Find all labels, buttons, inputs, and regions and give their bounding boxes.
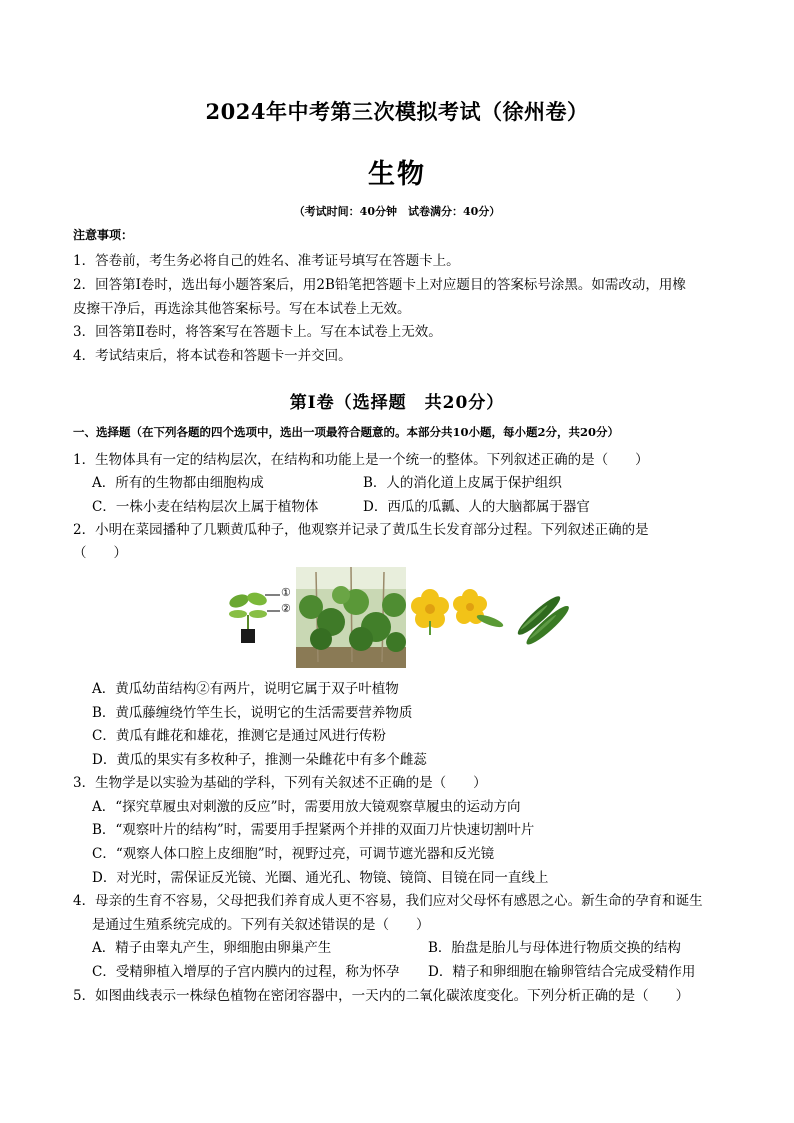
- question-stem: 1．生物体具有一定的结构层次，在结构和功能上是一个统一的整体。下列叙述正确的是（ ）: [73, 452, 649, 468]
- subject-title: 生物: [368, 159, 426, 190]
- option-a: A．精子由睾丸产生，卵细胞由卵巢产生: [92, 940, 332, 956]
- question-stem: 2．小明在菜园播种了几颗黄瓜种子，他观察并记录了黄瓜生长发育部分过程。下列叙述正确的是: [73, 522, 649, 538]
- figure-label-1: ①: [281, 586, 291, 599]
- option-d: D．精子和卵细胞在输卵管结合完成受精作用: [428, 964, 696, 980]
- note-item: 3．回答第Ⅱ卷时，将答案写在答题卡上。写在本试卷上无效。: [73, 324, 442, 340]
- section-title: 第Ⅰ卷（选择题 共20分）: [289, 393, 505, 413]
- option-c: C．一株小麦在结构层次上属于植物体: [92, 499, 319, 515]
- option-c: C．受精卵植入增厚的子宫内膜内的过程，称为怀孕: [92, 964, 400, 980]
- figure-label-2: ②: [281, 602, 291, 615]
- cucumber-fruit-figure: [512, 590, 574, 650]
- question-stem-cont: （ ）: [73, 545, 127, 561]
- option-a: A．黄瓜幼苗结构②有两片，说明它属于双子叶植物: [92, 681, 399, 697]
- option-d: D．黄瓜的果实有多枚种子，推测一朵雌花中有多个雌蕊: [92, 752, 427, 768]
- option-c: C．“观察人体口腔上皮细胞”时，视野过亮，可调节遮光器和反光镜: [92, 846, 495, 862]
- question-stem: 5．如图曲线表示一株绿色植物在密闭容器中，一天内的二氧化碳浓度变化。下列分析正确的是（ ）: [73, 988, 690, 1004]
- section-instruction: 一、选择题（在下列各题的四个选项中，选出一项最符合题意的。本部分共10小题，每小题2分，共20分）: [73, 425, 620, 439]
- option-b: B．胎盘是胎儿与母体进行物质交换的结构: [428, 940, 681, 956]
- option-b: B．黄瓜藤缠绕竹竿生长，说明它的生活需要营养物质: [92, 705, 413, 721]
- question-stem-cont: 是通过生殖系统完成的。下列有关叙述错误的是（ ）: [92, 917, 430, 933]
- option-d: D．西瓜的瓜瓤、人的大脑都属于器官: [363, 499, 590, 515]
- cucumber-vine-photo: [296, 567, 406, 668]
- cucumber-flowers-figure: [410, 587, 510, 639]
- option-b: B．“观察叶片的结构”时，需要用手捏紧两个并排的双面刀片快速切割叶片: [92, 822, 535, 838]
- note-item: 皮擦干净后，再选涂其他答案标号。写在本试卷上无效。: [73, 301, 411, 317]
- notes-heading: 注意事项：: [73, 228, 134, 242]
- option-c: C．黄瓜有雌花和雄花，推测它是通过风进行传粉: [92, 728, 386, 744]
- option-a: A．所有的生物都由细胞构成: [92, 475, 264, 491]
- exam-title: 2024年中考第三次模拟考试（徐州卷）: [205, 99, 589, 124]
- note-item: 1．答卷前，考生务必将自己的姓名、准考证号填写在答题卡上。: [73, 253, 460, 269]
- option-b: B．人的消化道上皮属于保护组织: [363, 475, 562, 491]
- note-item: 2．回答第Ⅰ卷时，选出每小题答案后，用2B铅笔把答题卡上对应题目的答案标号涂黑。如需改动，用橡: [73, 277, 686, 293]
- note-item: 4．考试结束后，将本试卷和答题卡一并交回。: [73, 348, 352, 364]
- exam-info: （考试时间：40分钟 试卷满分：40分）: [293, 205, 501, 218]
- option-a: A．“探究草履虫对刺激的反应”时，需要用放大镜观察草履虫的运动方向: [92, 799, 521, 815]
- option-d: D．对光时，需保证反光镜、光圈、通光孔、物镜、镜筒、目镜在同一直线上: [92, 870, 549, 886]
- question-stem: 3．生物学是以实验为基础的学科，下列有关叙述不正确的是（ ）: [73, 775, 487, 791]
- question-stem: 4．母亲的生育不容易，父母把我们养育成人更不容易，我们应对父母怀有感恩之心。新生命的孕育和诞生: [73, 893, 703, 909]
